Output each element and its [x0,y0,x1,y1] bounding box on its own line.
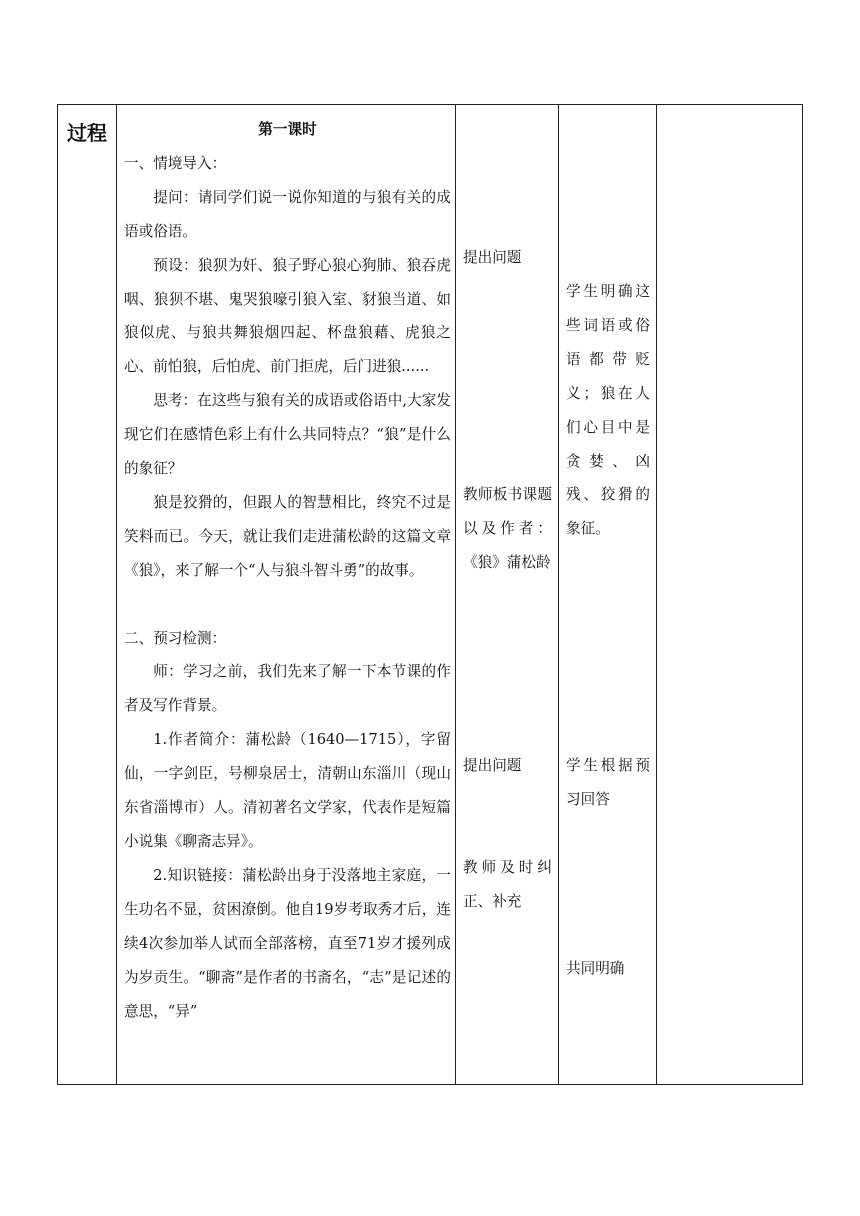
lesson-plan-table [57,104,803,1085]
teacher-activity-4: 教师及时纠正、补充 [463,859,552,910]
preset-paragraph: 预设：狼狈为奸、狼子野心狼心狗肺、狼吞虎咽、狼狈不堪、鬼哭狼嚎引狼入室、豺狼当道、如狼似虎、与狼共舞狼烟四起、杯盘狼藉、虎狼之心、前怕狼，后怕虎、前门拒虎，后门进狼...... [124,256,451,376]
student-activity-2: 学生根据预习回答 [566,757,650,808]
teacher-activity-cell [455,105,558,1084]
section-heading-preview: 二、预习检测： [124,629,227,647]
teacher-activity-2: 教师板书课题以及作者：《狼》蒲松龄 [463,486,552,571]
student-activity-3: 共同明确 [566,960,625,977]
student-activity-cell [558,105,656,1084]
notes-cell [656,105,804,1084]
section-heading-intro: 一、情境导入： [124,154,227,172]
think-paragraph: 思考：在这些与狼有关的成语或俗语中,大家发现它们在感情色彩上有什么共同特点？“狼”是什么的象征？ [124,392,451,478]
author-intro-paragraph: 1.作者简介：蒲松龄（1640—1715），字留仙，一字剑臣，号柳泉居士，清朝山东淄川（现山东省淄博市）人。清初著名文学家，代表作是短篇小说集《聊斋志异》。 [124,731,451,851]
lesson-title: 第一课时 [258,121,317,138]
stage-label-cell [58,105,116,1084]
question-paragraph: 提问：请同学们说一说你知道的与狼有关的成语或俗语。 [124,188,451,240]
knowledge-link-paragraph: 2.知识链接：蒲松龄出身于没落地主家庭，一生功名不显，贫困潦倒。他自19岁考取秀才后，连续4次参加举人试而全部落榜，直至71岁才援列成为岁贡生。“聊斋”是作者的书斋名，“志”是记述的意思，“异” [124,866,451,1020]
lesson-content-cell [116,105,455,1084]
teacher-activity-1: 提出问题 [463,249,522,266]
teacher-activity-3: 提出问题 [463,757,522,774]
student-activity-1: 学生明确这些词语或俗语都带贬义；狼在人们心目中是贪婪、凶残、狡猾的象征。 [566,283,650,538]
teacher-paragraph: 师：学习之前，我们先来了解一下本节课的作者及写作背景。 [124,663,451,715]
intro-paragraph: 狼是狡猾的，但跟人的智慧相比，终究不过是笑料而已。今天，就让我们走进蒲松龄的这篇文章《狼》，来了解一个“人与狼斗智斗勇”的故事。 [124,493,451,579]
stage-label: 过程 [67,121,107,145]
